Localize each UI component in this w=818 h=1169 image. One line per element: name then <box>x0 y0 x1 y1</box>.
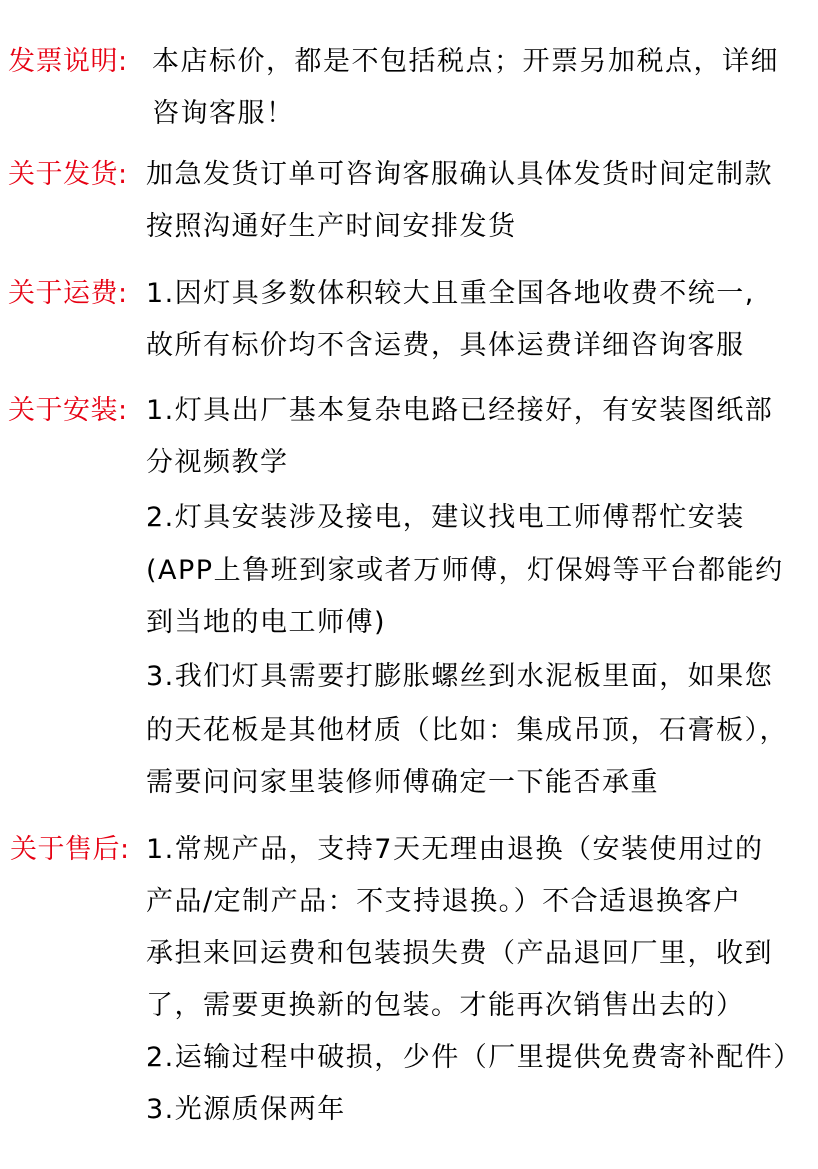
shipping-line-2: 按照沟通好生产时间安排发货 <box>146 211 517 242</box>
invoice-line-2: 咨询客服！ <box>152 98 295 129</box>
after-sales-line-1: 1.常规产品，支持7天无理由退换（安装使用过的 <box>146 834 764 865</box>
after-sales-line-2: 产品/定制产品：不支持退换。）不合适退换客户 <box>146 886 742 917</box>
installation-label: 关于安装: <box>8 395 128 426</box>
after-sales-line-6: 3.光源质保两年 <box>146 1094 346 1125</box>
after-sales-label: 关于售后: <box>10 834 130 865</box>
after-sales-line-4: 了，需要更换新的包装。才能再次销售出去的） <box>146 990 745 1021</box>
installation-line-2: 分视频教学 <box>146 447 289 478</box>
installation-line-6: 3.我们灯具需要打膨胀螺丝到水泥板里面，如果您 <box>146 661 774 692</box>
installation-line-1: 1.灯具出厂基本复杂电路已经接好，有安装图纸部 <box>146 395 774 426</box>
installation-line-8: 需要问问家里装修师傅确定一下能否承重 <box>146 767 659 798</box>
after-sales-line-5: 2.运输过程中破损，少件（厂里提供免费寄补配件） <box>146 1042 802 1073</box>
invoice-label: 发票说明: <box>8 46 128 77</box>
invoice-line-1: 本店标价，都是不包括税点；开票另加税点，详细 <box>152 46 779 77</box>
installation-line-4: (APP上鲁班到家或者万师傅，灯保姆等平台都能约 <box>146 555 784 586</box>
shipping-line-1: 加急发货订单可咨询客服确认具体发货时间定制款 <box>146 159 773 190</box>
installation-line-5: 到当地的电工师傅) <box>146 607 387 638</box>
shipping-label: 关于发货: <box>8 159 128 190</box>
installation-line-7: 的天花板是其他材质（比如：集成吊顶，石膏板）， <box>146 715 788 746</box>
after-sales-line-3: 承担来回运费和包装损失费（产品退回厂里，收到 <box>146 938 773 969</box>
freight-line-2: 故所有标价均不含运费，具体运费详细咨询客服 <box>146 330 745 361</box>
freight-line-1: 1.因灯具多数体积较大且重全国各地收费不统一, <box>146 278 755 309</box>
installation-line-3: 2.灯具安装涉及接电，建议找电工师傅帮忙安装 <box>146 502 745 533</box>
freight-label: 关于运费: <box>8 278 128 309</box>
